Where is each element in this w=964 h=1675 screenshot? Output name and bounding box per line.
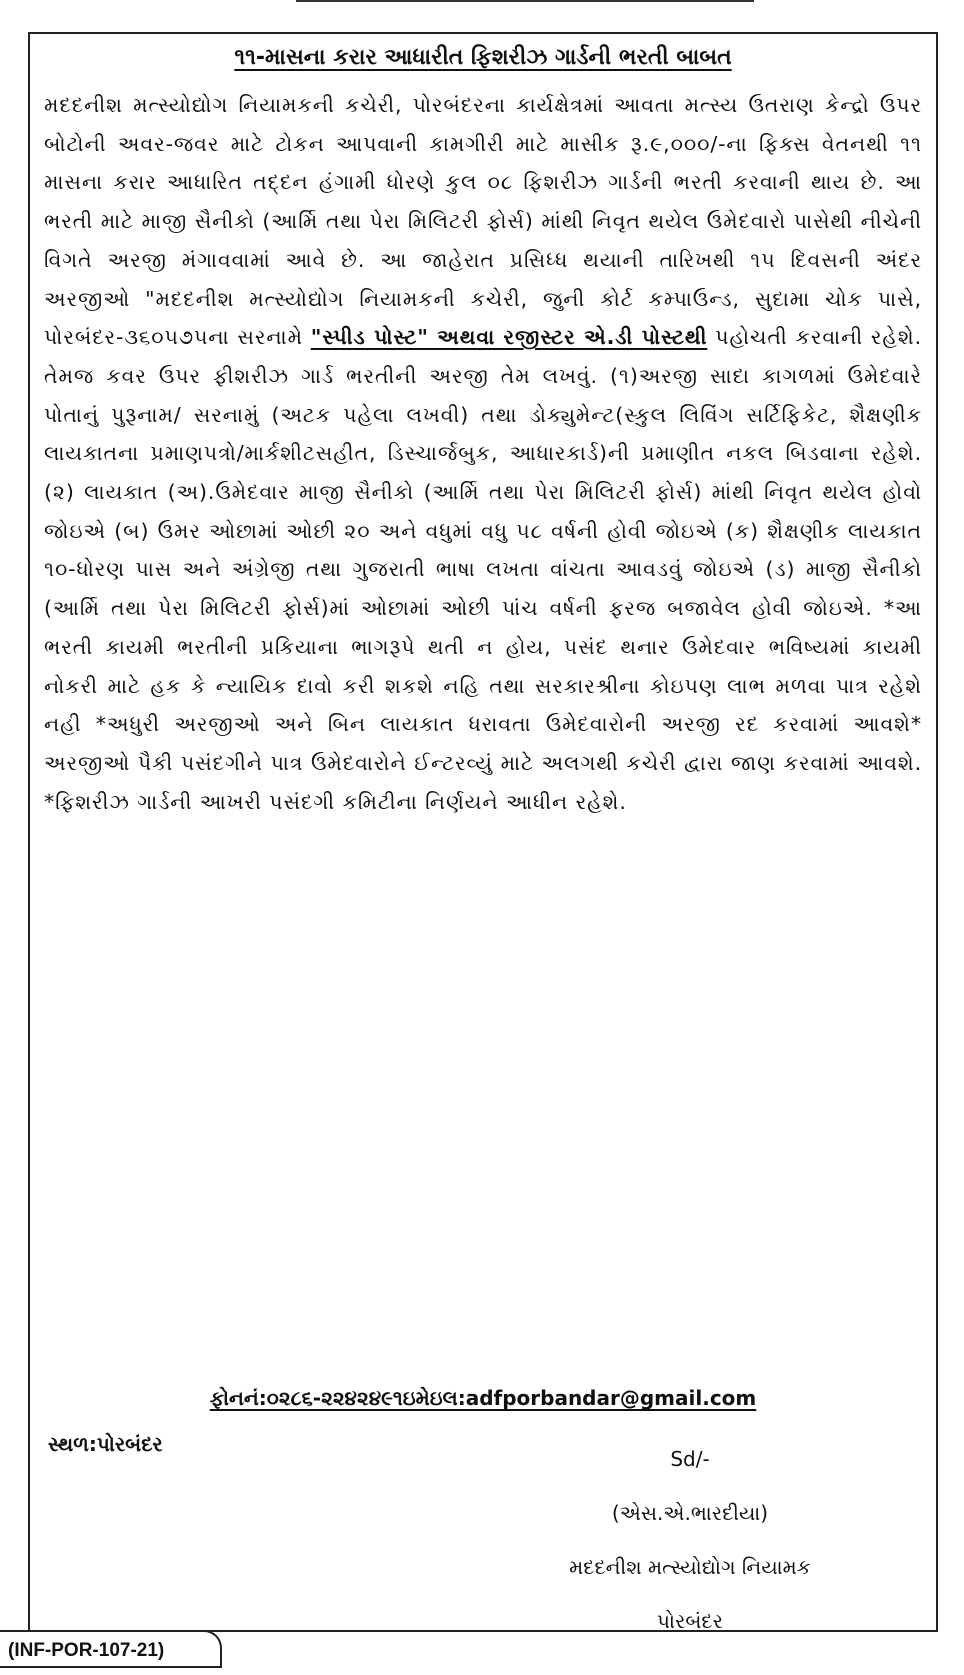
body-text-2: પહોચતી કરવાની રહેશે. તેમજ કવર ઉપર ફીશરીઝ ગાર્ડ ભરતીની અરજી તેમ લખવું. (૧)અરજી સાદા કાગળમાં ઉમેદવારે પોતાનું પુરૂનામ/ સરનામું (અટક પહેલા લખવી) તથા ડોક્યુમેન્ટ(સ્કુલ લિવિંગ સર્ટિફિકેટ, શૈક્ષણીક લાયકાતના પ્રમાણપત્રો/માર્કશીટસહીત, ડિસ્ચાર્જબુક, આધારકાર્ડ)ની પ્રમાણીત નકલ બિડવાના રહેશે. (૨) લાયકાત (અ).ઉમેદવાર માજી સૈનીકો (આર્મિ તથા પેરા મિલિટરી ફોર્સ) માંથી નિવૃત થયેલ હોવો જોઇએ (બ) ઉમર ઓછામાં ઓછી ૨૦ અને વધુમાં વધુ ૫૮ વર્ષની હોવી જોઇએ (ક) શૈક્ષણીક લાયકાત ૧૦-ધોરણ પાસ અને અંગ્રેજી તથા ગુજરાતી ભાષા લખતા વાંચતા આવડવું જોઇએ (ડ) માજી સૈનીકો (આર્મિ તથા પેરા મિલિટરી ફોર્સ)માં ઓછામાં ઓછી પાંચ વર્ષની ફરજ બજાવેલ હોવી જોઇએ. *આ ભરતી કાયમી ભરતીની પ્રકિયાના ભાગરૂપે થતી ન હોય, પસંદ થનાર ઉમેદવાર ભવિષ્યમાં કાયમી નોકરી માટે હક કે ન્યાયિક દાવો કરી શકશે નહિ તથા સરકારશ્રીના કોઇપણ લાભ મળવા પાત્ર રહેશે નહી *અધુરી અરજીઓ અને બિન લાયકાત ધરાવતા ઉમેદવારોની અરજી રદ કરવામાં આવશે* અરજીઓ પૈકી પસંદગીને પાત્ર ઉમેદવારોને ઈન્ટરવ્યું માટે અલગથી કચેરી દ્વારા જાણ કરવામાં આવશે. *ફિશરીઝ ગાર્ડની આખરી પસંદગી કમિટીના નિર્ણયને આધીન રહેશે. [44,325,922,814]
signatory-city: પોરબંદર [657,1609,723,1633]
postal-mode-highlight: "સ્પીડ પોસ્ટ" અથવા રજીસ્ટર એ.ડી પોસ્ટથી [310,325,708,350]
signature-sd: Sd/- [670,1447,710,1471]
contact-line: ફોનનં:૦૨૮૬-૨૨૪૨૪૯૧ઇમેઇલ:adfporbandar@gmail.com [209,1386,757,1410]
place-label: સ્થળ:પોરબંદર [48,1432,163,1456]
signature-block [470,1432,910,1648]
notice-body [44,86,922,821]
signatory-name: (એસ.એ.ભારદીયા) [611,1501,769,1525]
body-text-1: મદદનીશ મત્સ્યોદ્યોગ નિયામકની કચેરી, પોરબંદરના કાર્યક્ષેત્રમાં આવતા મત્સ્ય ઉતરાણ કેન્દ્રો ઉપર બોટોની અવર-જવર માટે ટોકન આપવાની કામગીરી માટે માસીક રૂ.૯,૦૦૦/-ના ફિક્સ વેતનથી ૧૧ માસના કરાર આધારિત તદ્દન હંગામી ધોરણે કુલ ૦૮ ફિશરીઝ ગાર્ડની ભરતી કરવાની થાય છે. આ ભરતી માટે માજી સૈનીકો (આર્મિ તથા પેરા મિલિટરી ફોર્સ) માંથી નિવૃત થયેલ ઉમેદવારો પાસેથી નીચેની વિગતે અરજી મંગાવવામાં આવે છે. આ જાહેરાત પ્રસિધ્ધ થયાની તારિખથી ૧૫ દિવસની અંદર અરજીઓ "મદદનીશ મત્સ્યોદ્યોગ નિયામકની કચેરી, જુની કોર્ટ કમ્પાઉન્ડ, સુદામા ચોક પાસે, પોરબંદર-૩૬૦૫૭૫ના સરનામે [44,93,922,350]
notice-box [28,32,938,1632]
reference-code: (INF-POR-107-21) [0,1630,222,1668]
notice-title-text: ૧૧-માસના કરાર આધારીત ફિશરીઝ ગાર્ડની ભરતી બાબત [234,45,732,70]
top-rule [296,0,754,2]
notice-title [30,42,936,74]
signatory-designation: મદદનીશ મત્સ્યોદ્યોગ નિયામક [569,1555,811,1579]
